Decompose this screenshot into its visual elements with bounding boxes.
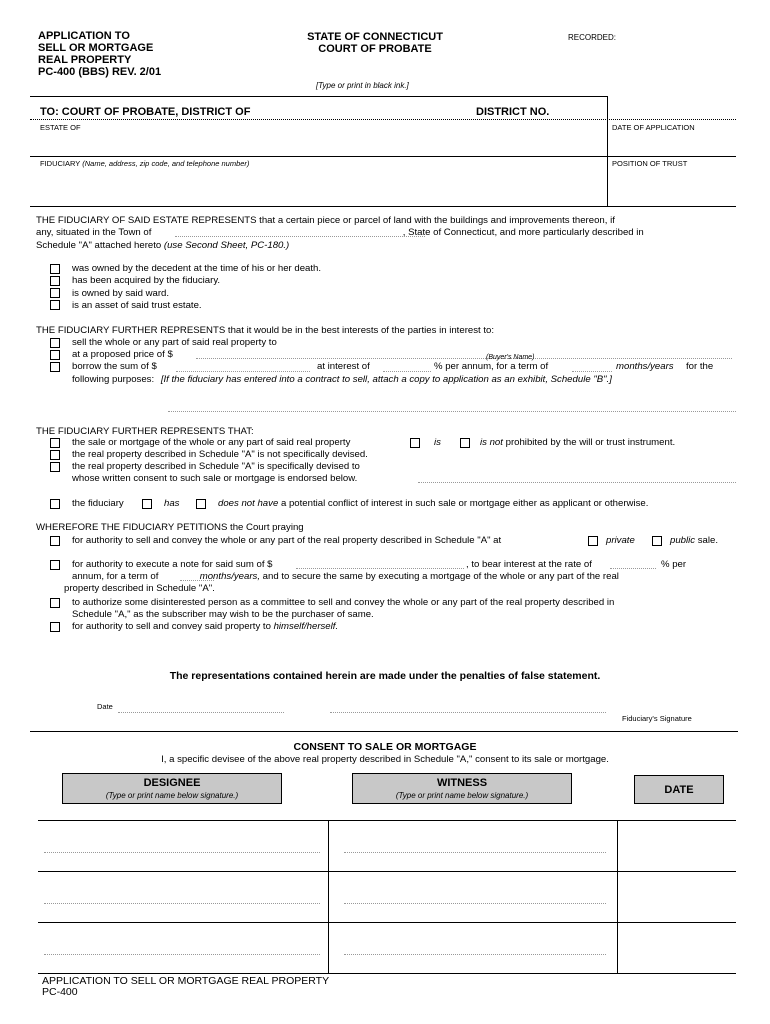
purposes-line	[72, 374, 612, 386]
court-name: COURT OF PROBATE	[318, 43, 432, 55]
option-label: has been acquired by the fiduciary.	[72, 275, 221, 287]
row-rule	[30, 206, 736, 207]
sell-checkbox[interactable]	[50, 338, 60, 348]
trust-asset-checkbox[interactable]	[50, 300, 60, 310]
per-annum-label: % per annum, for a term of	[434, 361, 549, 372]
note-sum-field[interactable]	[296, 568, 464, 569]
is-label: is	[434, 437, 441, 448]
section4-intro: WHEREFORE THE FIDUCIARY PETITIONS the Court praying	[36, 522, 304, 533]
is-not-label: is not	[480, 437, 503, 448]
position-of-trust-label: POSITION OF TRUST	[612, 159, 688, 168]
grid-rule	[38, 871, 736, 872]
months-years-label: months/years,	[199, 571, 260, 582]
execute-note-label: for authority to execute a note for said sum of $	[72, 559, 273, 570]
does-not-have-label: does not have	[218, 498, 279, 509]
borrow-checkbox[interactable]	[50, 362, 60, 372]
to-court-label: TO: COURT OF PROBATE, DISTRICT OF	[40, 106, 251, 118]
table-top-rule	[30, 96, 608, 97]
designee-signature-field[interactable]	[44, 954, 320, 955]
interest-rate-field[interactable]	[383, 371, 431, 372]
himself-herself-label: himself/herself.	[273, 621, 339, 632]
annum-label: annum, for a term of	[72, 571, 159, 582]
execute-note-checkbox[interactable]	[50, 560, 60, 570]
devised-label: the real property described in Schedule "A" is specifically devised to	[72, 461, 360, 472]
date-title: DATE	[664, 784, 694, 796]
date-label: Date	[97, 702, 113, 711]
mortgage-label: and to secure the same by executing a mortgage of the whole or any part of the real	[262, 571, 619, 582]
state-connecticut-text: , State of Connecticut, and more particularly described in	[402, 227, 644, 239]
sell-convey-checkbox[interactable]	[50, 536, 60, 546]
acquired-by-fiduciary-checkbox[interactable]	[50, 276, 60, 286]
note-term-field[interactable]	[180, 580, 214, 581]
per-label: % per	[661, 559, 687, 570]
sell-convey-label: for authority to sell and convey the whole or any part of the real property described in Schedule "A" at	[72, 535, 502, 546]
contract-note: [If the fiduciary has entered into a contract to sell, attach a copy to application as an exhibit, Schedule "B".]	[160, 374, 612, 385]
grid-rule	[38, 973, 736, 974]
annum-line	[72, 571, 619, 583]
public-label: public	[670, 535, 696, 546]
option-label: is an asset of said trust estate.	[72, 300, 202, 312]
private-sale-checkbox[interactable]	[588, 536, 598, 546]
fiduciary-signature-label: Fiduciary's Signature	[622, 714, 692, 723]
committee-checkbox[interactable]	[50, 598, 60, 608]
conflict-label: a potential conflict of interest in such sale or mortgage either as applicant or otherwise.	[280, 498, 649, 509]
grid-rule	[38, 922, 736, 923]
town-field[interactable]	[175, 236, 425, 237]
purposes-field[interactable]	[168, 411, 736, 412]
committee-line: to authorize some disinterested person as a committee to sell and convey the whole or any part of the real property described in	[72, 597, 615, 608]
purposes-label: following purposes:	[72, 374, 155, 385]
sale-label: sale.	[697, 535, 719, 546]
designee-hint: (Type or print name below signature.)	[105, 791, 239, 800]
witness-signature-field[interactable]	[344, 852, 606, 853]
public-sale-checkbox[interactable]	[652, 536, 662, 546]
not-devised-label: the real property described in Schedule "A" is not specifically devised.	[72, 449, 368, 460]
devised-checkbox[interactable]	[50, 462, 60, 472]
is-not-line	[480, 437, 675, 449]
witness-signature-field[interactable]	[344, 954, 606, 955]
prohibited-label: prohibited by the will or trust instrument.	[505, 437, 676, 448]
footer-code: PC-400	[42, 986, 78, 998]
section1-line	[36, 227, 644, 239]
borrow-label: borrow the sum of $	[72, 361, 157, 372]
fiduciary-hint: (Name, address, zip code, and telephone number)	[82, 159, 250, 168]
footer-title: APPLICATION TO SELL OR MORTGAGE REAL PROPERTY	[42, 975, 330, 987]
designee-header	[62, 773, 282, 804]
section1-line: THE FIDUCIARY OF SAID ESTATE REPRESENTS that a certain piece or parcel of land with the buildings and improvements thereon, if	[36, 215, 615, 226]
fiduciary-conflict-checkbox[interactable]	[50, 499, 60, 509]
section2-intro: THE FIDUCIARY FURTHER REPRESENTS that it would be in the best interests of the parties in interest to:	[36, 325, 495, 336]
not-devised-checkbox[interactable]	[50, 450, 60, 460]
district-no-label: DISTRICT NO.	[476, 106, 550, 118]
option-label: is owned by said ward.	[72, 287, 170, 299]
option-label: was owned by the decedent at the time of his or her death.	[72, 263, 322, 274]
has-checkbox[interactable]	[142, 499, 152, 509]
committee-label	[72, 597, 614, 622]
grid-rule	[328, 820, 329, 973]
fiduciary-label	[40, 159, 249, 168]
owned-by-ward-checkbox[interactable]	[50, 288, 60, 298]
town-label: any, situated in the Town of	[36, 227, 152, 239]
section3-intro: THE FIDUCIARY FURTHER REPRESENTS THAT:	[36, 426, 254, 437]
sale-mortgage-label: the sale or mortgage of the whole or any part of said real property	[72, 437, 351, 448]
form-title	[38, 30, 161, 78]
is-not-checkbox[interactable]	[460, 438, 470, 448]
grid-rule	[617, 820, 618, 973]
conflict-line	[218, 498, 648, 510]
court-heading	[280, 31, 470, 55]
at-interest-label: at interest of	[317, 361, 370, 372]
fiduciary-label-text: FIDUCIARY	[40, 159, 81, 168]
proposed-price-label: at a proposed price of $	[72, 349, 173, 360]
borrow-sum-field[interactable]	[176, 371, 310, 372]
grid-rule	[38, 820, 736, 821]
fiduciary-signature-field[interactable]	[330, 712, 606, 713]
sell-whole-label: sell the whole or any part of said real property to	[72, 337, 277, 348]
row-rule	[30, 156, 736, 157]
penalties-statement: The representations contained herein are made under the penalties of false statement.	[169, 670, 601, 682]
term-field[interactable]	[572, 371, 612, 372]
estate-of-label: ESTATE OF	[40, 123, 81, 132]
has-label: has	[164, 498, 180, 509]
section1-line	[36, 240, 644, 252]
ink-note: [Type or print in black ink.]	[316, 81, 409, 90]
convey-self-line	[72, 621, 338, 633]
designee-signature-field[interactable]	[44, 852, 320, 853]
convey-self-checkbox[interactable]	[50, 622, 60, 632]
consent-divider	[30, 731, 738, 732]
form-title-line: APPLICATION TO	[38, 30, 130, 42]
form-code: PC-400 (BBS) REV. 2/01	[38, 66, 162, 78]
ownership-options	[72, 263, 321, 313]
date-field[interactable]	[118, 712, 284, 713]
months-years-label: months/years	[616, 361, 674, 372]
note-rate-field[interactable]	[610, 568, 656, 569]
form-title-line: SELL OR MORTGAGE	[38, 42, 154, 54]
public-sale-line	[670, 535, 718, 547]
written-consent-label: whose written consent to such sale or mortgage is endorsed below.	[72, 473, 358, 484]
recorded-label: RECORDED:	[568, 33, 617, 42]
for-the-label: for the	[686, 361, 714, 372]
convey-self-label: for authority to sell and convey said property to	[72, 621, 271, 632]
devisee-field[interactable]	[418, 482, 736, 483]
designee-signature-field[interactable]	[44, 903, 320, 904]
committee-line: Schedule "A," as the subscriber may wish to be the purchaser of same.	[72, 609, 374, 621]
price-field[interactable]	[196, 358, 732, 359]
is-checkbox[interactable]	[410, 438, 420, 448]
state-name: STATE OF CONNECTICUT	[307, 31, 443, 43]
witness-header	[352, 773, 572, 804]
owned-by-decedent-checkbox[interactable]	[50, 264, 60, 274]
table-right-rule	[607, 96, 608, 206]
witness-signature-field[interactable]	[344, 903, 606, 904]
section1-paragraph	[36, 215, 644, 252]
row-rule	[30, 119, 736, 120]
witness-title: WITNESS	[436, 777, 488, 789]
footer	[42, 976, 329, 998]
consent-statement: I, a specific devisee of the above real property described in Schedule "A," consent to its sale or mortgage.	[161, 754, 609, 765]
does-not-have-checkbox[interactable]	[196, 499, 206, 509]
schedule-a-text: Schedule "A" attached hereto	[36, 239, 162, 251]
bear-interest-label: , to bear interest at the rate of	[466, 559, 592, 570]
designee-title: DESIGNEE	[143, 777, 201, 789]
date-header	[634, 775, 724, 804]
date-of-application-label: DATE OF APPLICATION	[612, 123, 695, 132]
consent-title: CONSENT TO SALE OR MORTGAGE	[293, 741, 477, 753]
private-label: private	[606, 535, 635, 546]
property-desc-label: property described in Schedule "A".	[64, 583, 215, 594]
fiduciary-label: the fiduciary	[72, 498, 124, 509]
buyers-name-hint: (Buyer's Name)	[486, 354, 535, 361]
second-sheet-note: (use Second Sheet, PC-180.)	[163, 239, 290, 251]
witness-hint: (Type or print name below signature.)	[395, 791, 529, 800]
sale-mortgage-checkbox[interactable]	[50, 438, 60, 448]
proposed-price-checkbox[interactable]	[50, 350, 60, 360]
form-title-line: REAL PROPERTY	[38, 54, 132, 66]
